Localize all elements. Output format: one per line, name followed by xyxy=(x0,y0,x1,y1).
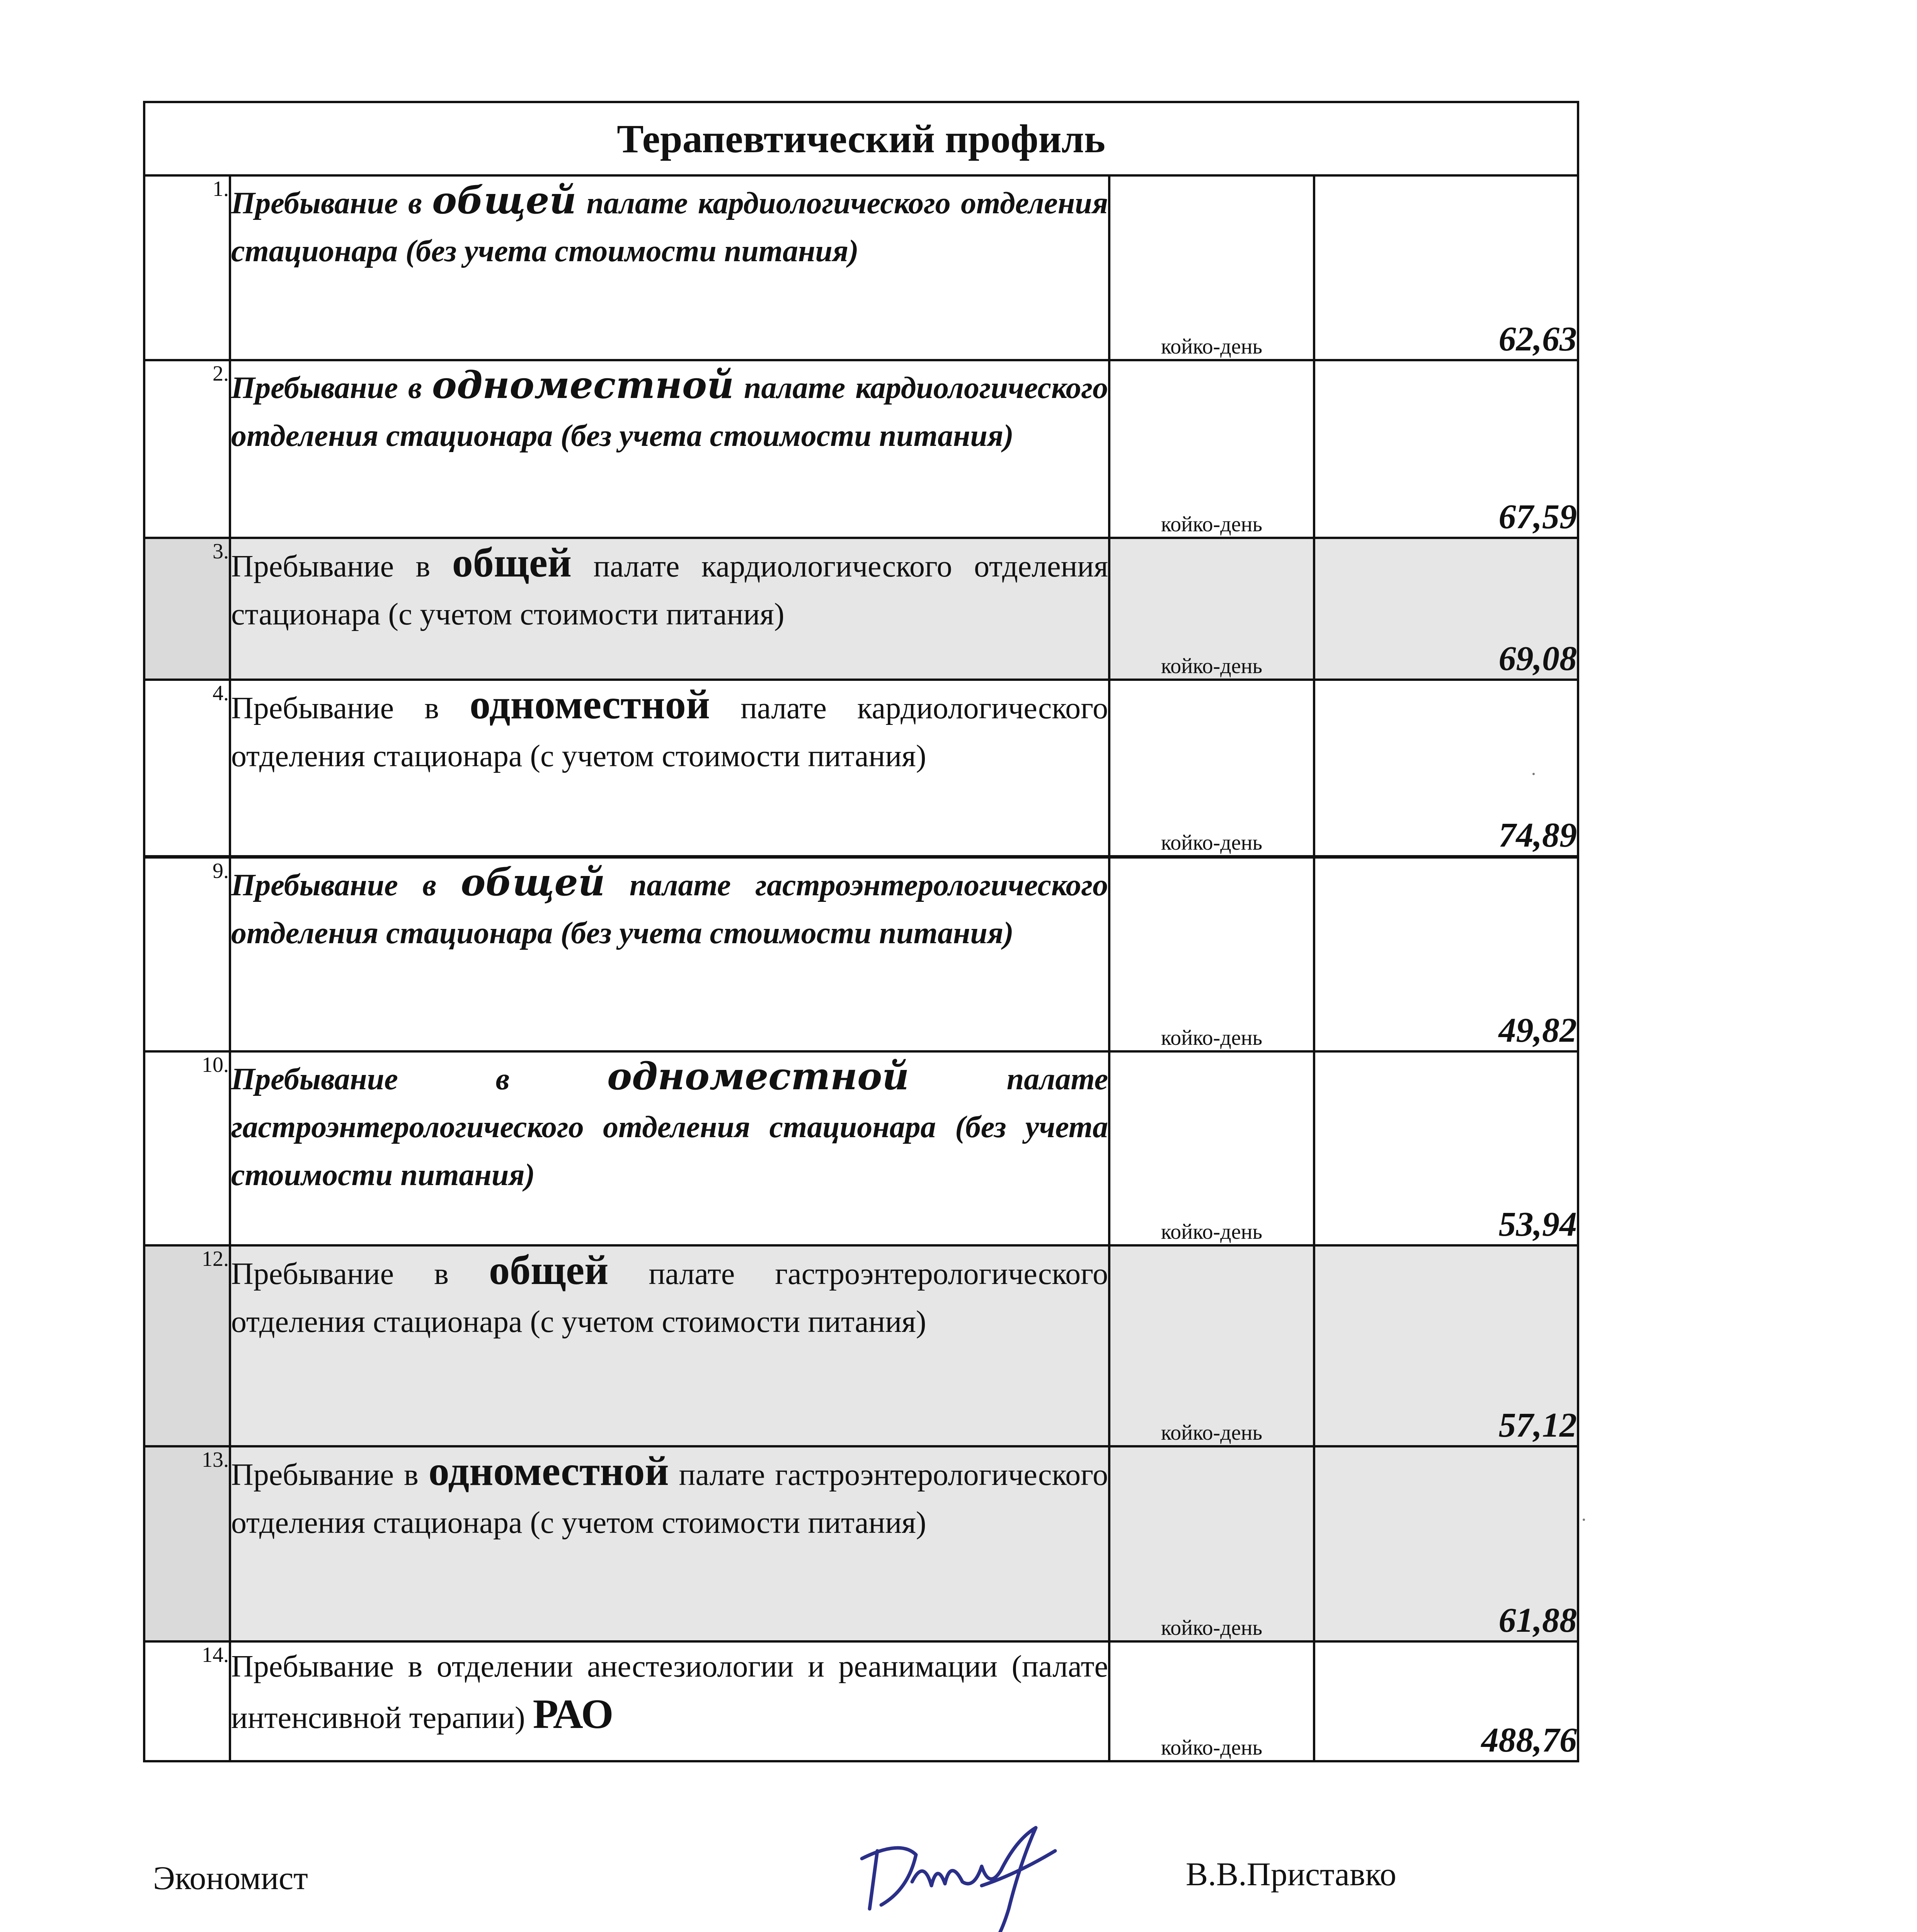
price-value: 488,76 xyxy=(1314,1641,1578,1761)
price-value: 69,08 xyxy=(1314,538,1578,680)
unit-label: койко-день xyxy=(1109,1446,1314,1641)
row-number: 10. xyxy=(144,1051,230,1245)
price-value: 62,63 xyxy=(1314,175,1578,360)
description-text: Пребывание в xyxy=(231,868,461,902)
description-text: Пребывание в xyxy=(231,1458,429,1492)
room-type: общей xyxy=(432,179,577,222)
table-row xyxy=(144,1051,1578,1245)
table-title: Терапевтический профиль xyxy=(144,102,1578,175)
description-text: палате гастроэнтерологического отделения стационара (с учетом стоимости питания) xyxy=(231,1458,1108,1540)
service-description xyxy=(230,1051,1109,1245)
row-number: 4. xyxy=(144,680,230,857)
description-text: Пребывание в xyxy=(231,371,432,405)
unit-label: койко-день xyxy=(1109,538,1314,680)
service-description xyxy=(230,1446,1109,1641)
unit-label: койко-день xyxy=(1109,1641,1314,1761)
price-value: 49,82 xyxy=(1314,857,1578,1051)
price-table xyxy=(143,101,1579,1762)
scan-speck xyxy=(1583,1519,1585,1521)
service-description xyxy=(230,857,1109,1051)
price-value: 67,59 xyxy=(1314,360,1578,538)
footer-name: В.В.Приставко xyxy=(1186,1855,1396,1893)
service-description xyxy=(230,1245,1109,1446)
description-text: палате гастроэнтерологического отделения стационара (без учета стоимости питания) xyxy=(231,1062,1108,1192)
description-text: палате кардиологического отделения стационара (без учета стоимости питания) xyxy=(231,371,1108,453)
room-type: общей xyxy=(461,860,605,904)
table-row xyxy=(144,1245,1578,1446)
room-type: одноместной xyxy=(470,682,710,728)
signature-scribble xyxy=(854,1793,1071,1932)
row-number: 14. xyxy=(144,1641,230,1761)
description-text: Пребывание в xyxy=(231,186,432,220)
unit-label: койко-день xyxy=(1109,1051,1314,1245)
table-row xyxy=(144,175,1578,360)
table-row xyxy=(144,1641,1578,1761)
table-row xyxy=(144,538,1578,680)
room-type: общей xyxy=(489,1247,609,1293)
row-number: 2. xyxy=(144,360,230,538)
description-text: Пребывание в xyxy=(231,691,470,725)
service-description xyxy=(230,360,1109,538)
row-number: 12. xyxy=(144,1245,230,1446)
price-value: 61,88 xyxy=(1314,1446,1578,1641)
description-text: палате гастроэнтерологического отделения стационара (с учетом стоимости питания) xyxy=(231,1257,1108,1339)
footer-position: Экономист xyxy=(153,1859,308,1896)
table-row xyxy=(144,1446,1578,1641)
description-text: Пребывание в xyxy=(231,549,452,583)
description-text: палате кардиологического отделения стационара (с учетом стоимости питания) xyxy=(231,549,1108,631)
row-number: 13. xyxy=(144,1446,230,1641)
unit-label: койко-день xyxy=(1109,857,1314,1051)
row-number: 3. xyxy=(144,538,230,680)
price-value: 53,94 xyxy=(1314,1051,1578,1245)
room-type: одноместной xyxy=(432,363,734,407)
unit-label: койко-день xyxy=(1109,1245,1314,1446)
price-value: 57,12 xyxy=(1314,1245,1578,1446)
description-text: Пребывание в xyxy=(231,1062,608,1096)
table-row xyxy=(144,680,1578,857)
description-text: Пребывание в отделении анестезиологии и реанимации (палате интенсивной терапии) xyxy=(231,1650,1108,1735)
description-text: палате кардиологического отделения стационара (без учета стоимости питания) xyxy=(231,186,1108,268)
room-type: одноместной xyxy=(428,1448,669,1494)
table-row xyxy=(144,857,1578,1051)
room-type: одноместной xyxy=(607,1054,909,1098)
description-text: палате кардиологического отделения стационара (с учетом стоимости питания) xyxy=(231,691,1108,773)
service-description xyxy=(230,1641,1109,1761)
service-description xyxy=(230,680,1109,857)
signature-stroke xyxy=(862,1828,1055,1932)
room-type: РАО xyxy=(533,1691,614,1737)
service-description xyxy=(230,175,1109,360)
unit-label: койко-день xyxy=(1109,360,1314,538)
table-row xyxy=(144,360,1578,538)
row-number: 1. xyxy=(144,175,230,360)
scan-speck xyxy=(1532,773,1535,775)
service-description xyxy=(230,538,1109,680)
room-type: общей xyxy=(452,540,572,586)
description-text: Пребывание в xyxy=(231,1257,489,1291)
price-value: 74,89 xyxy=(1314,680,1578,857)
row-number: 9. xyxy=(144,857,230,1051)
unit-label: койко-день xyxy=(1109,175,1314,360)
description-text: палате гастроэнтерологического отделения стационара (без учета стоимости питания) xyxy=(231,868,1108,950)
unit-label: койко-день xyxy=(1109,680,1314,857)
